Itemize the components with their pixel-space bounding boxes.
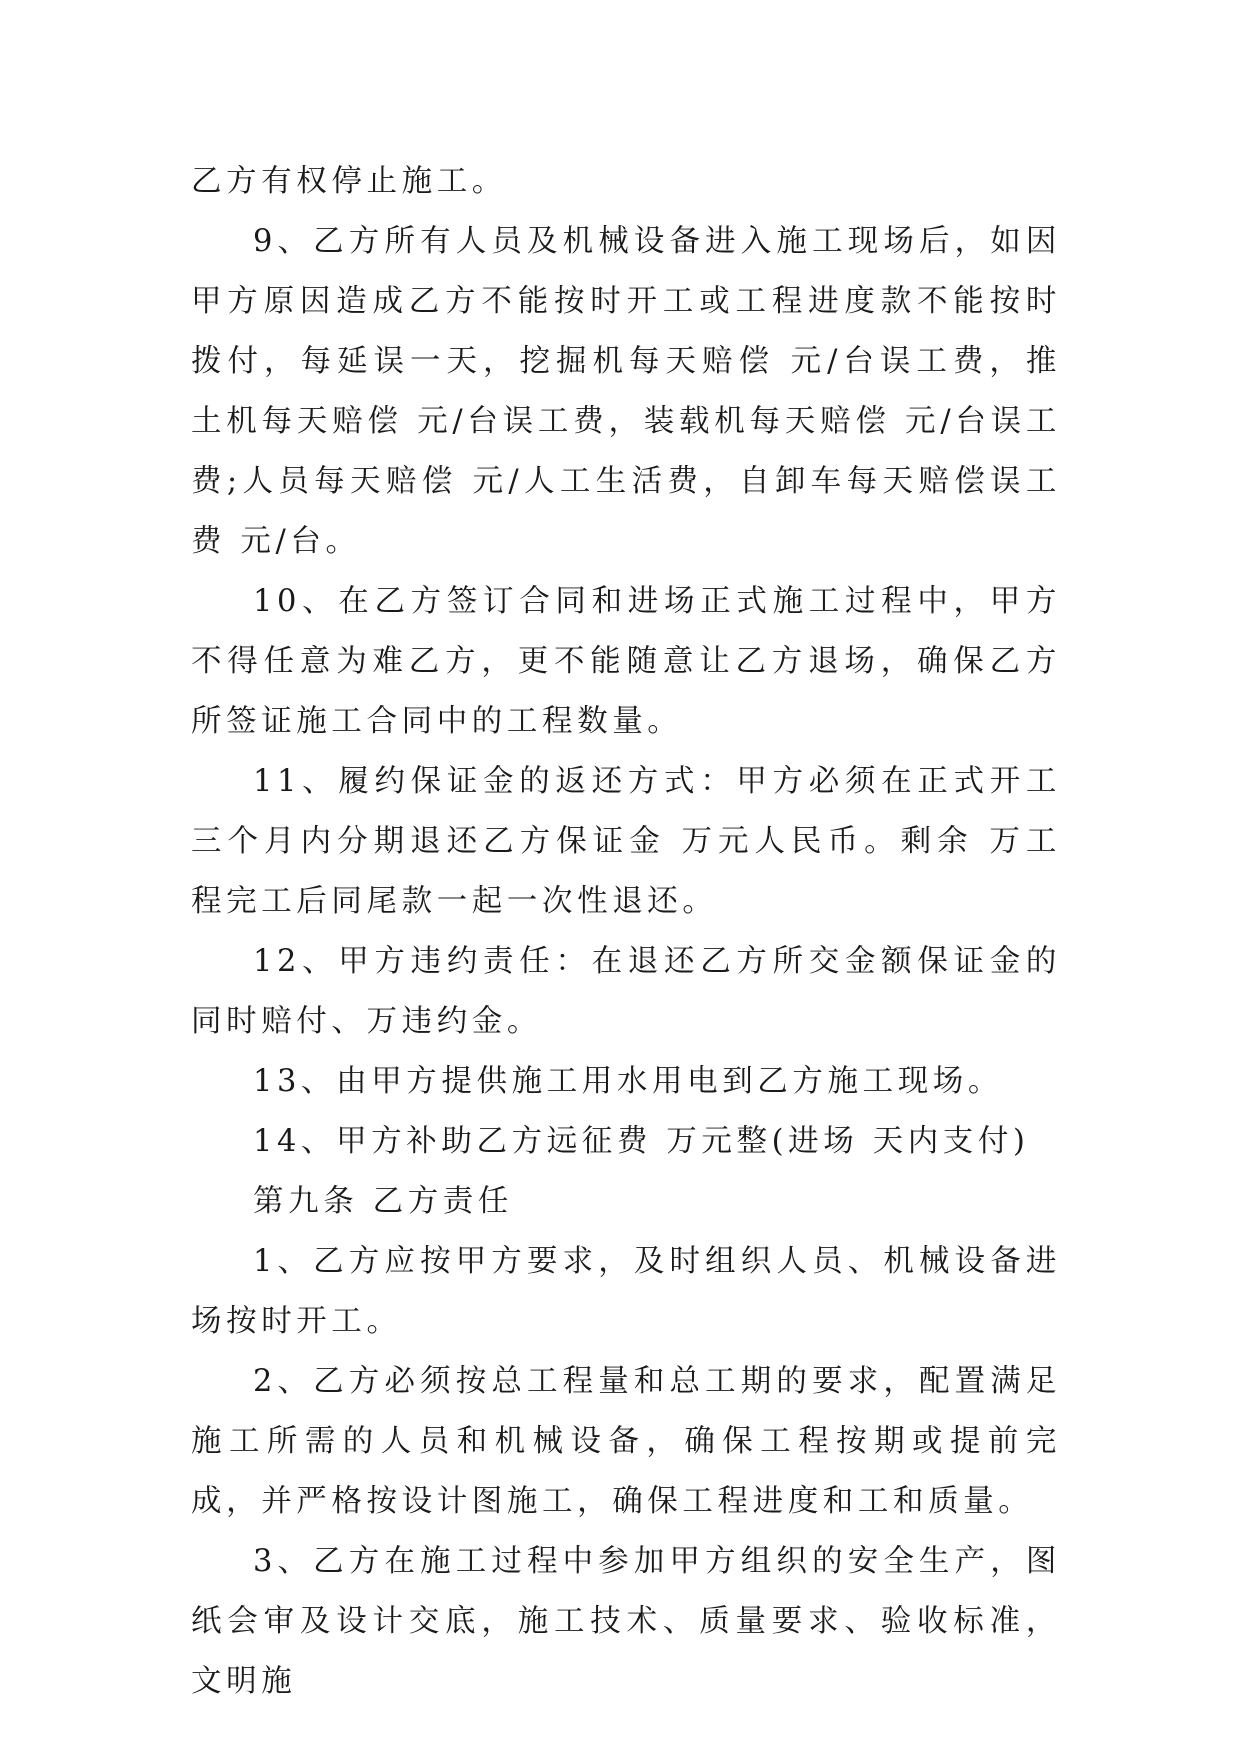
- paragraph-clause-14: 14、甲方补助乙方远征费 万元整(进场 天内支付): [253, 1124, 1030, 1159]
- paragraph-clause-12: 12、甲方违约责任：在退还乙方所交金额保证金的同时赔付、万违约金。: [191, 944, 1061, 1039]
- paragraph-continuation: 乙方有权停止施工。: [191, 164, 507, 199]
- section-heading-article-9: 第九条 乙方责任: [253, 1184, 513, 1219]
- paragraph-duty-3: 3、乙方在施工过程中参加甲方组织的安全生产，图纸会审及设计交底，施工技术、质量要求、验收标准，文明施: [191, 1544, 1061, 1699]
- paragraph-duty-1: 1、乙方应按甲方要求，及时组织人员、机械设备进场按时开工。: [191, 1244, 1061, 1339]
- document-body: [191, 152, 1061, 1712]
- paragraph-clause-9: 9、乙方所有人员及机械设备进入施工现场后，如因甲方原因造成乙方不能按时开工或工程进度款不能按时拨付，每延误一天，挖掘机每天赔偿 元/台误工费，推土机每天赔偿 元/台误工费，装载机每天赔偿 元/台误工费;人员每天赔偿 元/人工生活费，自卸车每天赔偿误工费 元/台。: [191, 224, 1061, 559]
- paragraph-clause-10: 10、在乙方签订合同和进场正式施工过程中，甲方不得任意为难乙方，更不能随意让乙方退场，确保乙方所签证施工合同中的工程数量。: [191, 584, 1061, 739]
- paragraph-clause-11: 11、履约保证金的返还方式：甲方必须在正式开工三个月内分期退还乙方保证金 万元人民币。剩余 万工程完工后同尾款一起一次性退还。: [191, 764, 1061, 919]
- paragraph-clause-13: 13、由甲方提供施工用水用电到乙方施工现场。: [253, 1064, 1004, 1099]
- paragraph-duty-2: 2、乙方必须按总工程量和总工期的要求，配置满足施工所需的人员和机械设备，确保工程按期或提前完成，并严格按设计图施工，确保工程进度和工和质量。: [191, 1364, 1061, 1519]
